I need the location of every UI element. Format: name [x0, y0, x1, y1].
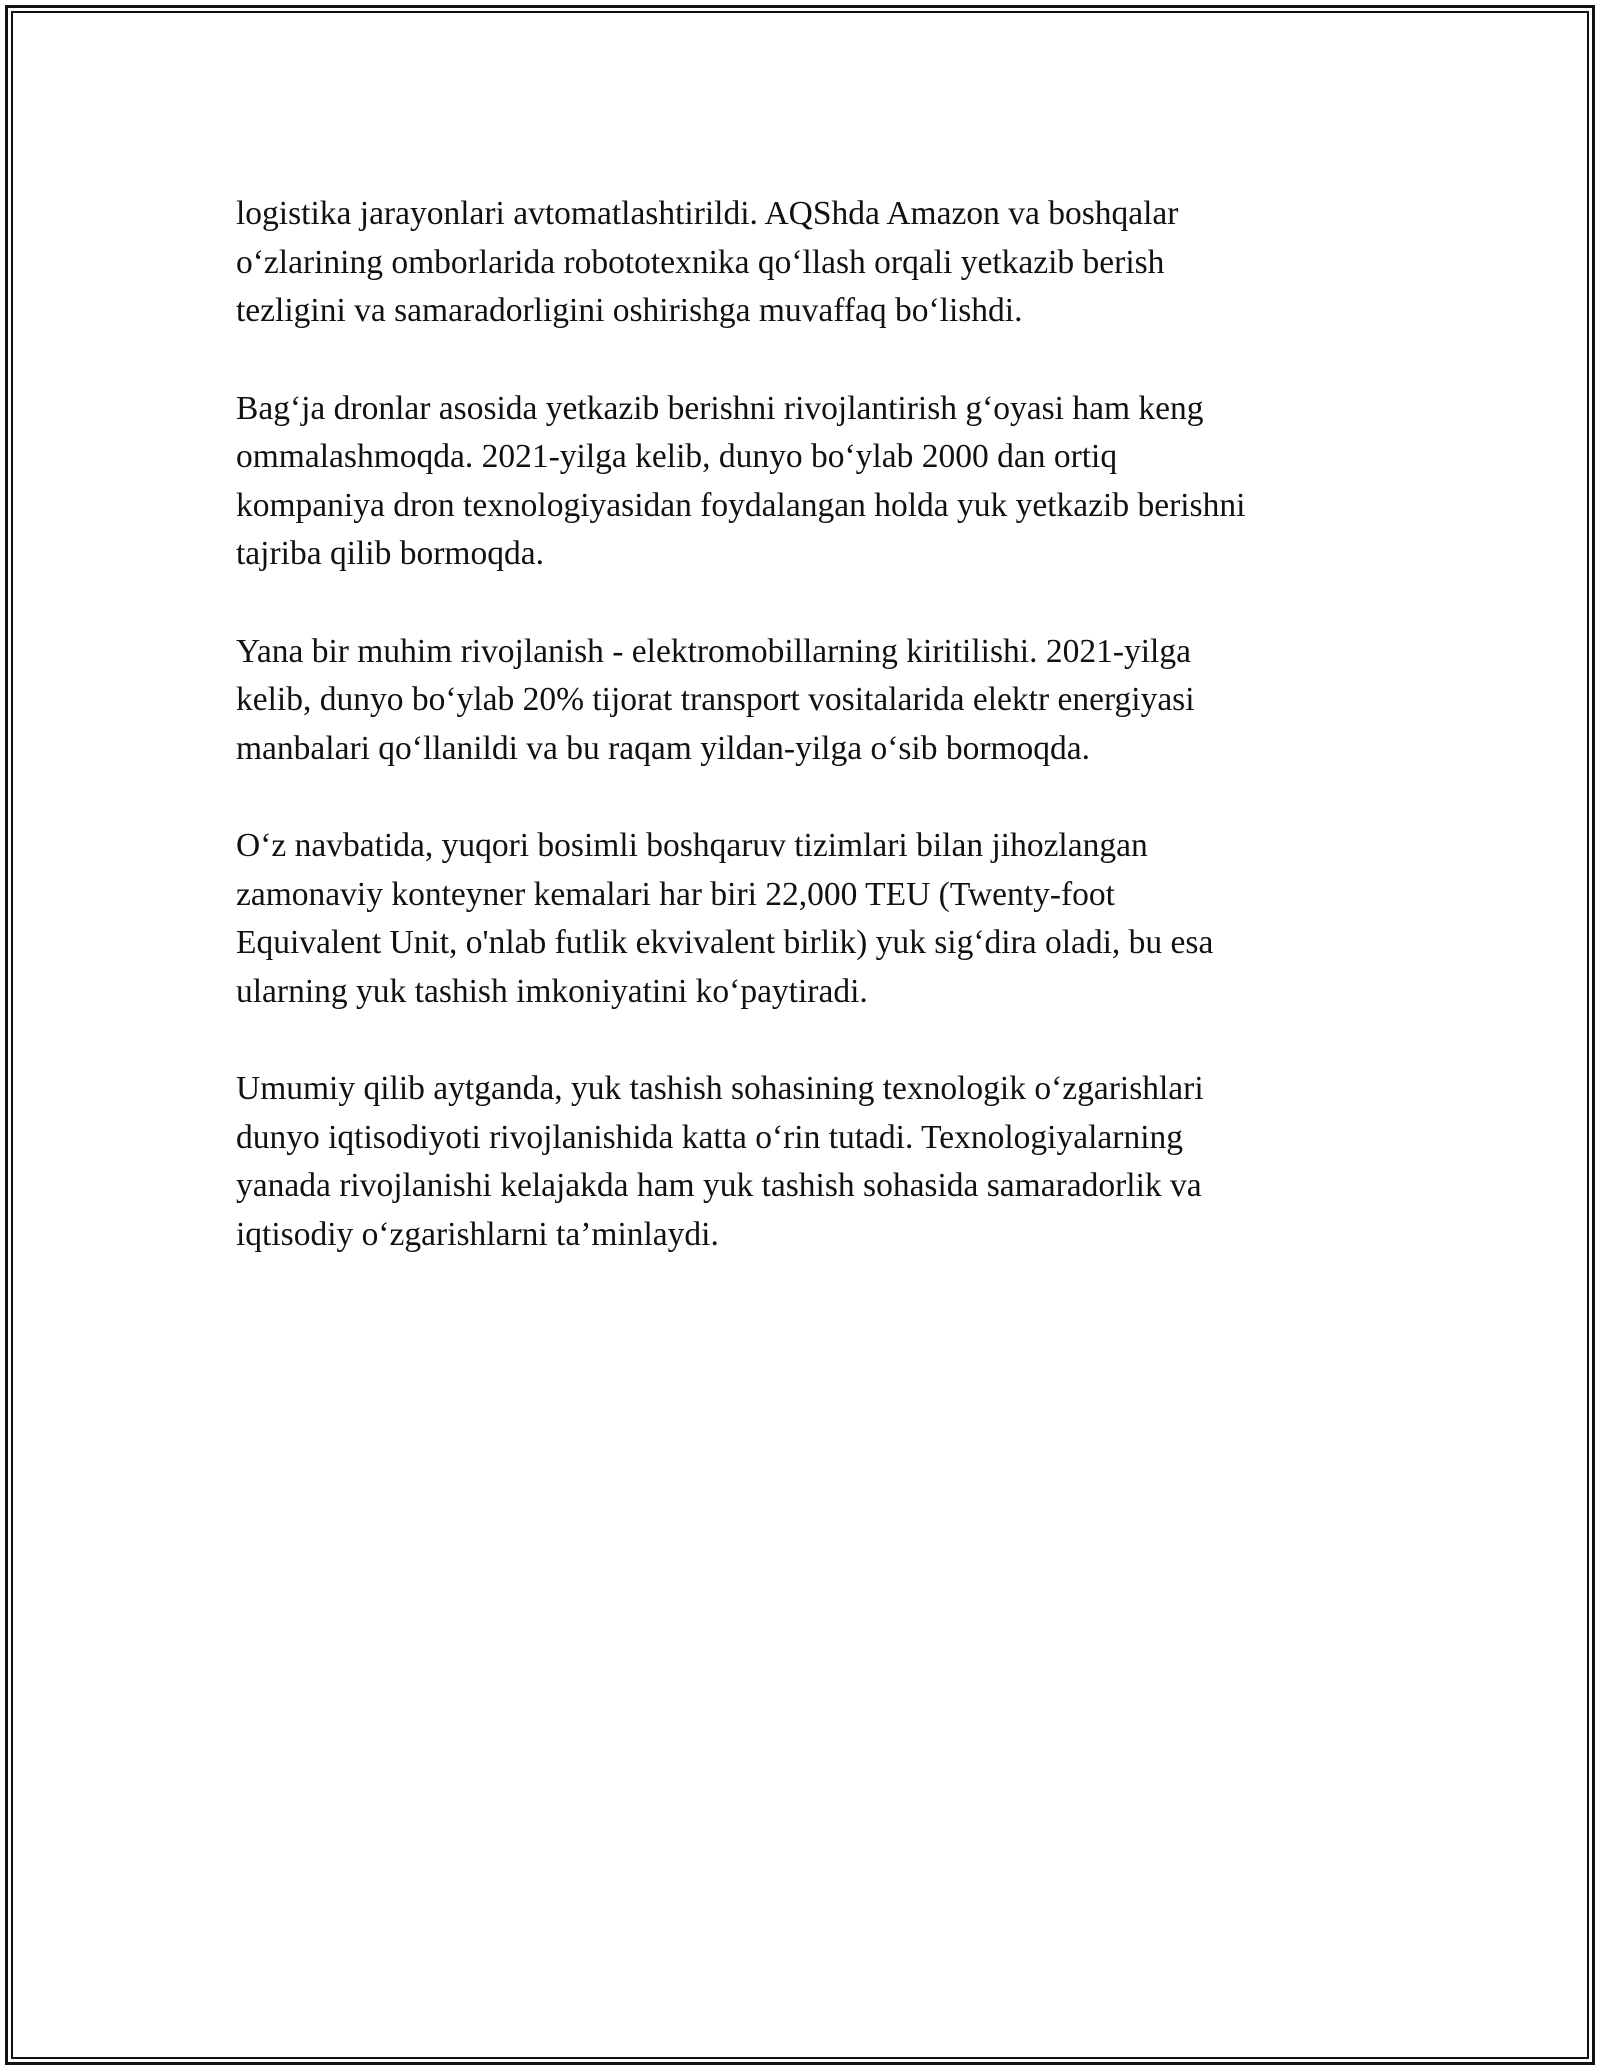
- paragraph-container-ships: O‘z navbatida, yuqori bosimli boshqaruv tizimlari bilan jihozlangan zamonaviy konteyner kemalari har biri 22,000 TEU (Twenty-foot Equivalent Unit, o'nlab futlik ekvivalent birlik) yuk sig‘dira oladi, bu esa ularning yuk tashish imkoniyatini ko‘paytiradi.: [236, 827, 1214, 1010]
- paragraph-conclusion: Umumiy qilib aytganda, yuk tashish sohasining texnologik o‘zgarishlari dunyo iqtisodiyoti rivojlanishida katta o‘rin tutadi. Texnologiyalarning yanada rivojlanishi kelajakda ham yuk tashish sohasida samaradorlik va iqtisodiy o‘zgarishlarni ta’minlaydi.: [236, 1070, 1204, 1253]
- paragraph-drone-delivery: Bag‘ja dronlar asosida yetkazib berishni rivojlantirish g‘oyasi ham keng ommalashmoqda. 2021-yilga kelib, dunyo bo‘ylab 2000 dan ortiq kompaniya dron texnologiyasidan foydalangan holda yuk yetkazib berishni tajriba qilib bormoqda.: [236, 389, 1246, 572]
- paragraph-logistics-automation: logistika jarayonlari avtomatlashtirildi. AQShda Amazon va boshqalar o‘zlarining omborlarida robototexnika qo‘llash orqali yetkazib berish tezligini va samaradorligini oshirishga muvaffaq bo‘lishdi.: [236, 195, 1179, 329]
- document-body: [236, 190, 1376, 1308]
- paragraph-electric-vehicles: Yana bir muhim rivojlanish - elektromobillarning kiritilishi. 2021-yilga kelib, dunyo bo‘ylab 20% tijorat transport vositalarida elektr energiyasi manbalari qo‘llanildi va bu raqam yildan-yilga o‘sib bormoqda.: [236, 632, 1195, 767]
